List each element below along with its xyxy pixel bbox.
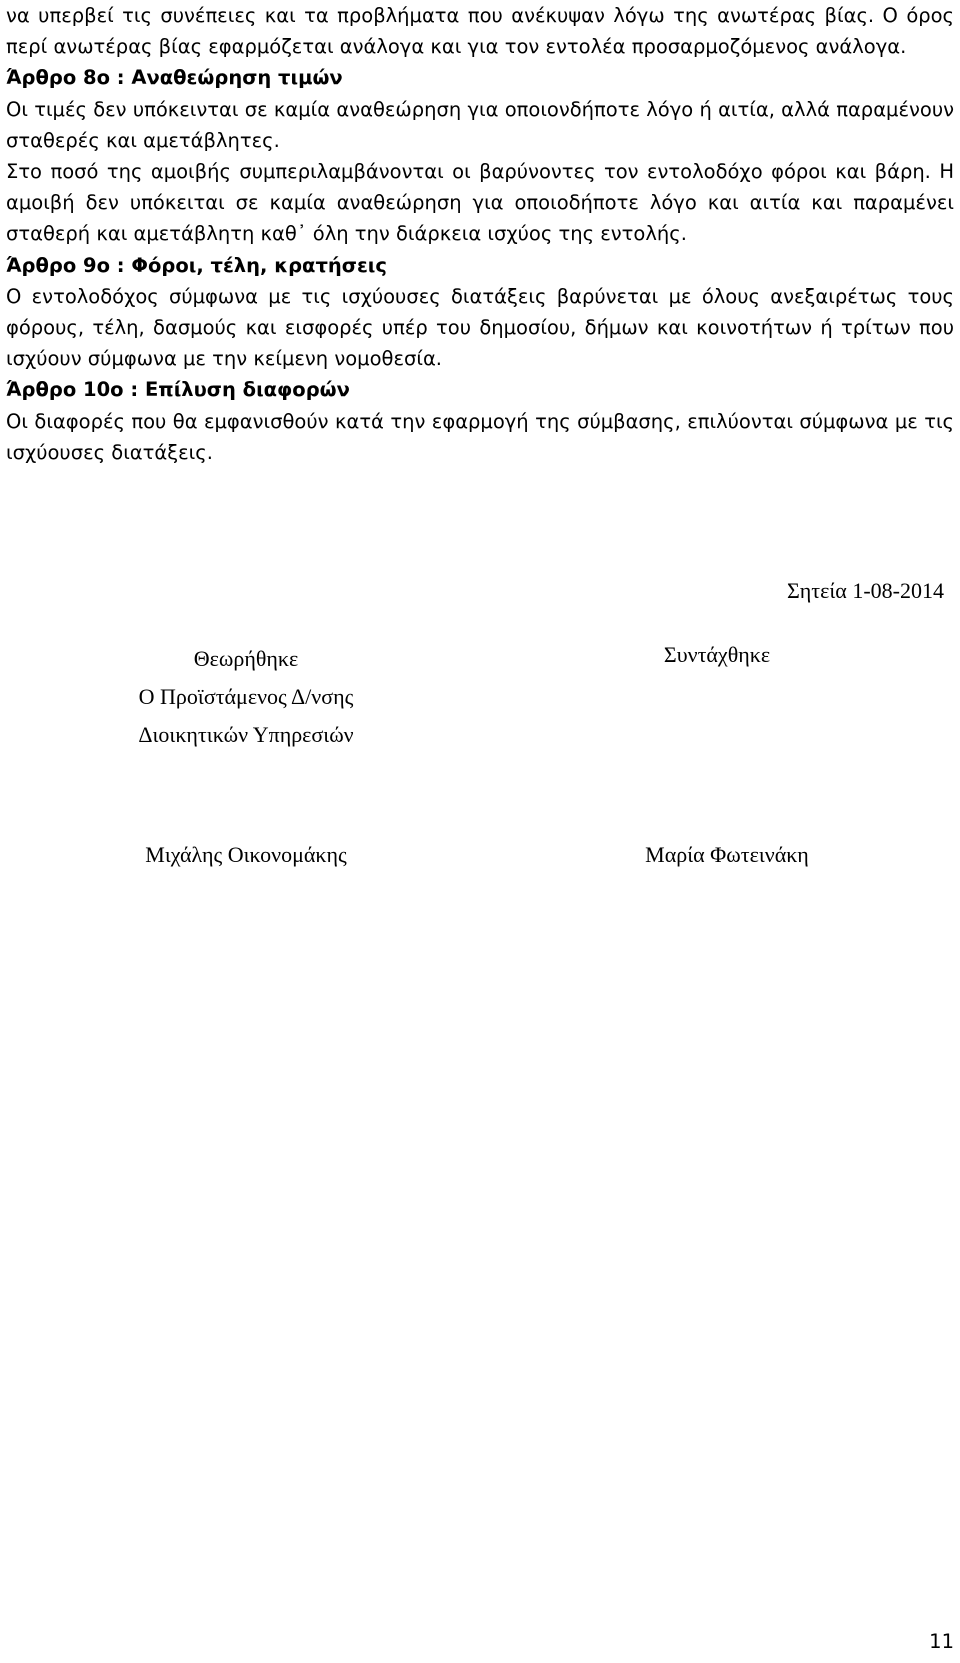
document-body [6,0,954,468]
heading-article-9: Άρθρο 9ο : Φόροι, τέλη, κρατήσεις [6,253,387,277]
approver-department: Διοικητικών Υπηρεσιών [138,722,354,747]
heading-article-8: Άρθρο 8ο : Αναθεώρηση τιμών [6,66,343,90]
page-number: 11 [929,1630,954,1653]
paragraph-taxes: Ο εντολοδόχος σύμφωνα με τις ισχύουσες διατάξεις βαρύνεται με όλους ανεξαιρέτως τους φόρους, τέλη, δασμούς και εισφορές υπέρ του δημοσίου, δήμων και κοινοτήτων ή τρίτων που ισχύουν σύμφωνα με την κείμενη νομοθεσία. [6,284,954,371]
heading-article-10: Άρθρο 10ο : Επίλυση διαφορών [6,378,350,402]
approval-label: Θεωρήθηκε [193,646,299,671]
paragraph-force-majeure: να υπερβεί τις συνέπειες και τα προβλήματα που ανέκυψαν λόγω της ανωτέρας βίας. Ο όρος περί ανωτέρας βίας εφαρμόζεται ανάλογα και για τον εντολέα προσαρμοζόμενος ανάλογα. [6,4,954,59]
paragraph-fee: Στο ποσό της αμοιβής συμπεριλαμβάνονται οι βαρύνοντες τον εντολοδόχο φόροι και βάρη. Η αμοιβή δεν υπόκειται σε καμία αναθεώρηση για οποιοδήποτε λόγο και αιτία και παραμένει σταθερή και αμετάβλητη καθ᾿ όλη την διάρκεια ισχύος της εντολής. [6,160,954,246]
signature-date: Σητεία 1-08-2014 [787,578,944,603]
drafted-label: Συντάχθηκε [663,642,771,667]
approver-title: Ο Προϊστάμενος Δ/νσης [138,684,354,709]
paragraph-prices: Οι τιμές δεν υπόκεινται σε καμία αναθεώρηση για οποιονδήποτε λόγο ή αιτία, αλλά παραμένουν σταθερές και αμετάβλητες. [6,97,954,152]
drafter-name: Μαρία Φωτεινάκη [645,842,809,867]
paragraph-disputes: Οι διαφορές που θα εμφανισθούν κατά την εφαρμογή της σύμβασης, επιλύονται σύμφωνα με τις ισχύουσες διατάξεις. [6,409,954,464]
approver-name: Μιχάλης Οικονομάκης [145,842,347,867]
approval-block [108,640,384,754]
